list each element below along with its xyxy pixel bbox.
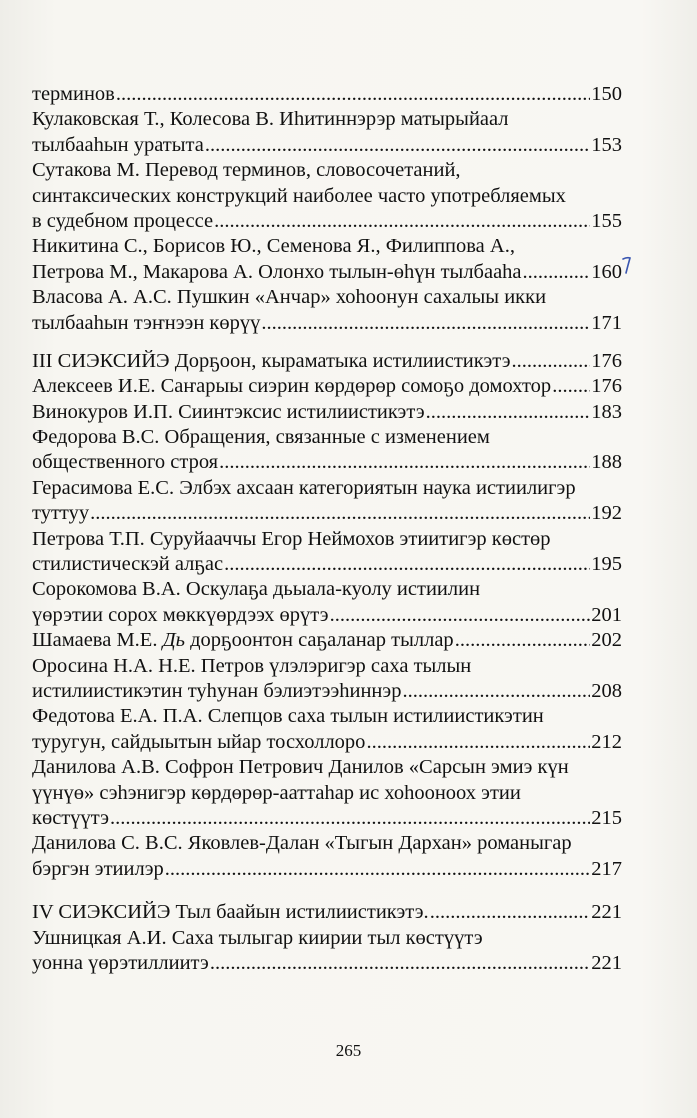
toc-page-number: 195: [591, 553, 622, 576]
toc-line-text: Шамаева М.Е. Дь дорҕоонтон саҕаланар тыллар: [32, 629, 454, 652]
toc-line-text: көстүүтэ: [32, 806, 110, 829]
toc-line-text: III СИЭКСИЙЭ Дорҕоон, кыраматыка истилиистикэтэ: [32, 349, 511, 372]
leader-dots: [219, 450, 590, 475]
toc-line-text: стилистическэй алҕас: [32, 553, 224, 576]
toc-entry: [32, 374, 622, 399]
toc-line-text: Данилова С. В.С. Яковлев-Далан «Тыгын Дархан» романыгар: [32, 832, 572, 855]
toc-line: [32, 107, 622, 132]
leader-dots: [116, 82, 590, 107]
toc-page-number: 176: [591, 375, 622, 398]
toc-entry: [32, 628, 622, 653]
leader-dots: [90, 501, 590, 526]
toc-page-number: 150: [591, 83, 622, 105]
toc-entry: [32, 527, 622, 578]
toc-line: [32, 679, 622, 704]
leader-dots: [214, 209, 590, 234]
leader-dots: [552, 374, 590, 399]
toc-line: [32, 184, 622, 209]
leader-dots: [110, 806, 590, 831]
toc-line-text: Ушницкая А.И. Саха тылыгар киирии тыл көстүүтэ: [32, 926, 483, 949]
toc-page-number: 212: [591, 730, 622, 753]
toc-line: [32, 285, 622, 310]
toc-entry: [32, 234, 622, 285]
leader-dots: [210, 951, 590, 976]
toc-line-text: Кулаковская Т., Колесова В. Иһитиннэрэр матырыйаал: [32, 108, 509, 131]
toc-line: [32, 374, 622, 399]
toc-line: [32, 476, 622, 501]
toc-entry: [32, 900, 622, 925]
toc-line: [32, 158, 622, 183]
toc-line-text: синтаксических конструкций наиболее часто употребляемых: [32, 184, 566, 207]
section-gap: [32, 336, 622, 349]
toc-line-text: Сорокомова В.А. Оскулаҕа дьыала-куолу истиилин: [32, 578, 481, 601]
toc-page-number: 202: [591, 629, 622, 652]
toc-line-text: туттуу: [32, 502, 90, 525]
toc-line: [32, 926, 622, 951]
toc-line-text: тылбааһын уратыта: [32, 133, 204, 156]
toc-page-number: 208: [591, 679, 622, 702]
toc-page-number: 171: [591, 311, 622, 334]
toc-line-text: Оросина Н.А. Н.Е. Петров үлэлэригэр саха тылын: [32, 654, 472, 677]
toc-line: [32, 400, 622, 425]
toc-line-text: общественного строя: [32, 451, 219, 474]
toc-line-text: Герасимова Е.С. Элбэх ахсаан категориятын наука истиилигэр: [32, 476, 576, 499]
toc-line: [32, 857, 622, 882]
toc-entry: [32, 285, 622, 336]
toc-line-text: бэргэн этиилэр: [32, 857, 164, 880]
toc-entry: [32, 926, 622, 977]
toc-entry: [32, 107, 622, 158]
toc-line: [32, 349, 622, 374]
toc-line-text: Никитина С., Борисов Ю., Семенова Я., Филиппова А.,: [32, 235, 515, 258]
leader-dots: [330, 603, 591, 628]
toc-line-text: үөрэтии сорох мөккүөрдээх өрүтэ: [32, 603, 329, 626]
toc-line: [32, 654, 622, 679]
toc-line: [32, 704, 622, 729]
toc-page-number: 221: [591, 951, 622, 974]
toc-line: [32, 806, 622, 831]
toc-entry: [32, 755, 622, 831]
toc-line: [32, 133, 622, 158]
leader-dots: [261, 311, 590, 336]
toc-line: [32, 577, 622, 602]
leader-dots: [426, 400, 591, 425]
toc-line: [32, 425, 622, 450]
toc-line-text: Федорова В.С. Обращения, связанные с изменением: [32, 426, 490, 449]
toc-line: [32, 209, 622, 234]
toc-line-text: үүнүө» сэһэнигэр көрдөрөр-ааттаһар ис хоһооноох этии: [32, 781, 521, 804]
toc-page-number: 201: [591, 603, 622, 626]
toc-line: [32, 755, 622, 780]
toc-line: [32, 501, 622, 526]
toc-entry: [32, 577, 622, 628]
toc-page-number: 160: [591, 260, 622, 283]
table-of-contents: [32, 82, 622, 976]
toc-line-text: Петрова Т.П. Суруйааччы Егор Неймохов этиитигэр көстөр: [32, 527, 551, 550]
toc-entry: [32, 654, 622, 705]
toc-page-number: 176: [591, 349, 622, 372]
toc-line-text: Винокуров И.П. Сиинтэксис истилиистикэтэ: [32, 400, 425, 423]
pen-tick-mark: [621, 255, 635, 275]
toc-page-number: 155: [591, 209, 622, 232]
toc-line: [32, 311, 622, 336]
toc-line: [32, 82, 622, 107]
toc-page-number: 221: [591, 901, 622, 924]
toc-line: [32, 603, 622, 628]
toc-entry: [32, 476, 622, 527]
leader-dots: [402, 679, 590, 704]
toc-line: [32, 234, 622, 259]
toc-page-number: 215: [591, 806, 622, 829]
toc-page-number: 217: [591, 857, 622, 880]
leader-dots: [366, 730, 590, 755]
toc-line-text: в судебном процессе: [32, 209, 214, 232]
toc-page-number: 183: [591, 400, 622, 423]
toc-entry: [32, 158, 622, 234]
toc-line-text: туругун, сайдыытын ыйар тосхоллоро: [32, 730, 366, 753]
leader-dots: [523, 260, 591, 285]
toc-line-text: Петрова М., Макарова А. Олонхо тылын-өһүн тылбааһа: [32, 260, 522, 283]
toc-line-text: Алексеев И.Е. Саҥарыы сиэрин көрдөрөр сомоҕо домохтор: [32, 375, 552, 398]
toc-line-text: Сутакова М. Перевод терминов, словосочетаний,: [32, 159, 461, 182]
toc-page-number: 192: [591, 502, 622, 525]
toc-page-number: 153: [591, 133, 622, 156]
toc-line: [32, 628, 622, 653]
toc-page-number: 188: [591, 451, 622, 474]
toc-entry: [32, 349, 622, 374]
toc-entry: [32, 400, 622, 425]
italic-fragment: Дь: [162, 629, 185, 652]
toc-line-text: истилиистикэтин туһунан бэлиэтээһиннэр: [32, 679, 402, 702]
toc-line: [32, 730, 622, 755]
toc-line-text: Власова А. А.С. Пушкин «Анчар» хоһоонун сахалыы икки: [32, 286, 547, 309]
toc-line-text: тылбааһын тэҥнээн көрүү: [32, 311, 261, 334]
leader-dots: [455, 628, 591, 653]
toc-line-text: Федотова Е.А. П.А. Слепцов саха тылын истилиистикэтин: [32, 705, 544, 728]
section-gap: [32, 882, 622, 900]
toc-line: [32, 900, 622, 925]
leader-dots: [165, 857, 590, 882]
toc-entry: [32, 704, 622, 755]
toc-line-text: Данилова А.В. Софрон Петрович Данилов «Сарсын эмиэ күн: [32, 756, 569, 779]
toc-line: [32, 552, 622, 577]
toc-line-text: IV СИЭКСИЙЭ Тыл баайын истилиистикэтэ.: [32, 901, 429, 924]
toc-entry: [32, 82, 622, 107]
leader-dots: [205, 133, 590, 158]
toc-entry: [32, 425, 622, 476]
page-number: 265: [335, 1041, 362, 1060]
toc-line: [32, 527, 622, 552]
toc-line: [32, 781, 622, 806]
toc-line-text: терминов: [32, 83, 115, 105]
toc-entry: [32, 831, 622, 882]
leader-dots: [224, 552, 590, 577]
toc-line: [32, 951, 622, 976]
leader-dots: [430, 900, 591, 925]
toc-line-text: уонна үөрэтиллиитэ: [32, 951, 209, 974]
leader-dots: [512, 349, 591, 374]
toc-line: [32, 260, 622, 285]
toc-line: [32, 831, 622, 856]
toc-line: [32, 450, 622, 475]
